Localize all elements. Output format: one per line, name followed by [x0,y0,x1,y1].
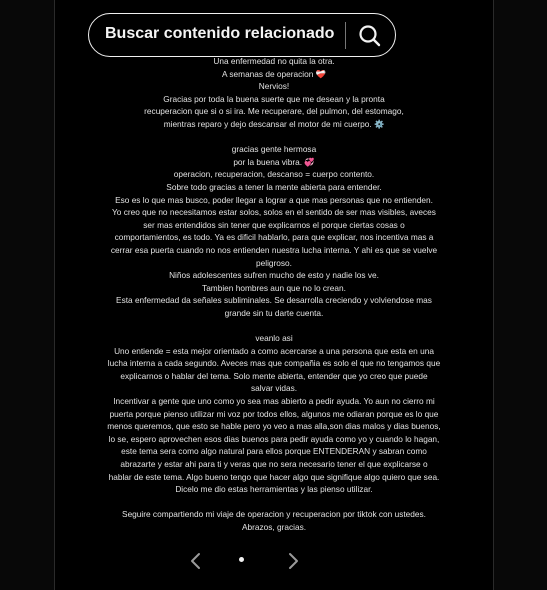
caption-spacer [64,319,484,332]
caption-line: Sobre todo gracias a tener la mente abierta para entender. [166,181,382,192]
search-input[interactable]: Buscar contenido relacionado [105,25,335,42]
caption-line: recuperacion que si o si ira. Me recuperare, del pulmon, del estomago, [144,106,404,117]
search-divider [345,22,346,49]
caption-line: Tambien hombres aun que no lo crean. [202,282,346,293]
caption-line: menos queremos, que esto se hable pero yo veo a mas alla,son dias malos y dias buenos, [107,421,441,432]
caption-line: puerta porque pienso utilizar mi voz por todos ellos, algunos me odiaran porque es lo que [109,408,439,419]
search-icon [353,19,387,53]
caption-line: peligroso. [256,257,292,268]
caption-line: Seguire compartiendo mi viaje de operacion y recuperacion por tiktok con ustedes. [122,509,426,520]
carousel-next-button[interactable] [283,550,303,572]
carousel-prev-button[interactable] [186,550,206,572]
caption-spacer [64,131,484,144]
chevron-left-icon [186,550,206,572]
caption-line: Yo creo que no necesitamos estar solos, solos en el sentido de ser mas visibles, aveces [112,207,436,218]
caption-line: A semanas de operacion ❤️‍🩹 [222,68,326,79]
caption-line: grande sin tu darte cuenta. [224,307,324,318]
caption-line: este tema sera como algo natural para ellos porque ENTENDERAN y sabran como [121,446,427,457]
caption-line: abrazarte y estar ahi para ti y veras que no sera necesario tener el que explicarse o [120,459,428,469]
post-caption [64,55,484,534]
caption-line: mientras reparo y dejo descansar el motor de mi cuerpo. ⚙️ [163,118,385,129]
caption-line: cerrar esa puerta cuando no nos entienden nuestra lucha interna. Y ahi es que se vuelve [110,244,438,255]
caption-line: comportamientos, es todo. Ya es dificil hablarlo, para que explicar, nos incentiva mas a [114,232,434,243]
caption-line: Incentivar a gente que uno como yo sea mas abierto a pedir ayuda. Yo aun no cierro mi [113,396,435,407]
caption-line: lo se, espero aprovechen esos dias buenos para pedir ayuda como yo y cuando lo hagan, [108,433,440,444]
caption-line: Una enfermedad no quita la otra. [213,56,335,66]
caption-line: operacion, recuperacion, descanso = cuerpo contento. [173,169,375,180]
caption-line: Gracias por toda la buena suerte que me desean y la pronta [163,93,385,104]
caption-line: veanlo asi [255,333,293,344]
carousel-indicator-dot [239,557,244,562]
caption-line: Uno entiende = esta mejor orientado a como acercarse a una persona que esta en una [114,345,434,356]
caption-line: gracias gente hermosa [231,144,317,155]
search-bar[interactable] [88,13,396,57]
caption-line: Niños adolescentes sufren mucho de esto y nadie los ve. [169,270,379,281]
chevron-right-icon [283,550,303,572]
caption-spacer [64,496,484,509]
caption-line: salvar vidas. [250,383,298,394]
caption-line: lucha interna a cada segundo. Aveces mas que compañia es solo el que no tengamos que [107,358,441,369]
caption-line: explicarnos o hablar del tema. Solo mente abierta, entender que yo creo que puede [120,370,428,381]
caption-line: Abrazos, gracias. [241,521,307,532]
caption-line: por la buena vibra. 💞 [233,156,315,167]
search-button[interactable] [353,19,387,53]
caption-line: Dicelo me dio estas herramientas y las pienso utilizar. [175,484,373,495]
caption-line: hablar de este tema. Algo bueno tengo que hacer algo que signifique algo quiero que sea. [108,471,440,482]
caption-line: Eso es lo que mas busco, poder llegar a lograr a que mas personas que no entienden. [115,194,433,205]
caption-line: ser mas entendidos sin tener que explicarnos el porque ciertas cosas o [143,219,405,230]
caption-line: Esta enfermedad da señales subliminales. Se desarrolla creciendo y volviendose mas [116,295,432,306]
caption-line: Nervios! [258,81,290,92]
